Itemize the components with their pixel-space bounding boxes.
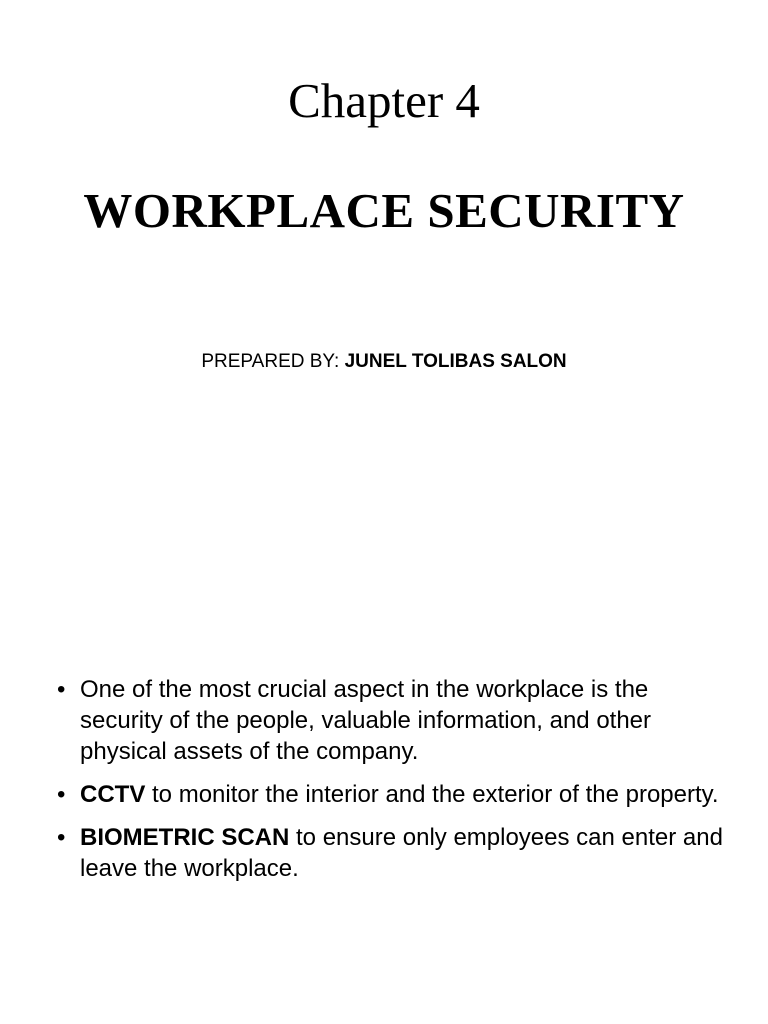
list-item — [57, 779, 727, 810]
bullet-keyword-cctv: CCTV — [80, 781, 146, 808]
author-name: JUNEL TOLIBAS SALON — [344, 351, 567, 372]
chapter-heading: Chapter 4 — [288, 73, 480, 128]
bullet-text: to ensure only employees can enter and leave the workplace. — [80, 824, 723, 882]
bullet-keyword-biometric: BIOMETRIC SCAN — [80, 824, 290, 851]
bullet-text: to monitor the interior and the exterior of the property. — [145, 781, 719, 808]
bullet-text: One of the most crucial aspect in the workplace is the security of the people, valuable information, and other physical assets of the company. — [80, 676, 652, 765]
list-item — [57, 674, 727, 767]
bullet-list — [57, 674, 727, 896]
bullet-icon: • — [57, 781, 66, 808]
list-item — [57, 822, 727, 884]
bullet-icon: • — [57, 824, 66, 851]
page-title: WORKPLACE SECURITY — [83, 183, 685, 238]
prepared-by-line — [0, 349, 768, 375]
bullet-icon: • — [57, 676, 66, 703]
prepared-by-label: PREPARED BY: — [201, 351, 345, 372]
